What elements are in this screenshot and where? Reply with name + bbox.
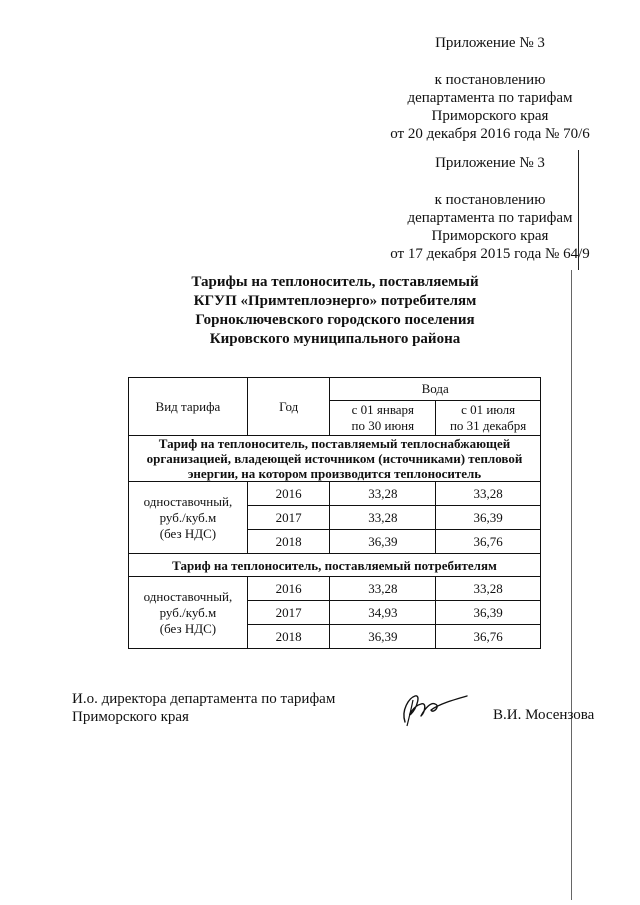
- tariff-type-cell: [129, 482, 248, 554]
- table-row: [129, 482, 541, 506]
- appendix-line: к постановлению: [434, 192, 546, 208]
- title-line: Кировского муниципального района: [209, 331, 461, 347]
- tariff-type-line: одноставочный,: [143, 493, 233, 509]
- value-cell: 36,39: [436, 601, 541, 625]
- appendix-block-2015: [380, 154, 600, 263]
- table-row: [129, 577, 541, 601]
- value-cell: 33,28: [436, 482, 541, 506]
- appendix-line: департамента по тарифам: [407, 210, 573, 226]
- header-period-2: [436, 401, 541, 436]
- tariff-type-line: руб./куб.м: [159, 509, 217, 525]
- appendix-title: Приложение № 3: [435, 35, 545, 51]
- value-cell: 33,28: [330, 482, 436, 506]
- header-water: Вода: [330, 378, 541, 401]
- scan-artifact-line: [571, 270, 572, 900]
- tariff-type-line: (без НДС): [159, 620, 217, 636]
- year-cell: 2017: [247, 601, 330, 625]
- period-1-line-2: по 30 июня: [351, 418, 415, 433]
- value-cell: 33,28: [436, 577, 541, 601]
- header-tariff-type: Вид тарифа: [129, 378, 248, 436]
- title-line: КГУП «Примтеплоэнерго» потребителям: [193, 293, 477, 309]
- table-header-row: [129, 378, 541, 401]
- period-2-line-2: по 31 декабря: [449, 418, 527, 433]
- period-2-line-1: с 01 июля: [461, 402, 516, 417]
- appendix-line: от 17 декабря 2015 года № 64/9: [390, 246, 590, 262]
- section-heading: Тариф на теплоноситель, поставляемый потребителям: [129, 554, 541, 577]
- signer-name: В.И. Мосензова: [493, 707, 595, 723]
- value-cell: 33,28: [330, 506, 436, 530]
- value-cell: 33,28: [330, 577, 436, 601]
- value-cell: 36,39: [436, 506, 541, 530]
- appendix-block-2016: [380, 34, 600, 143]
- tariff-type-cell: [129, 577, 248, 649]
- year-cell: 2018: [247, 625, 330, 649]
- title-line: Горноключевского городского поселения: [195, 312, 475, 328]
- value-cell: 36,76: [436, 530, 541, 554]
- appendix-title: Приложение № 3: [435, 155, 545, 171]
- tariff-table: [128, 377, 541, 649]
- handwritten-signature: [395, 688, 470, 728]
- year-cell: 2016: [247, 577, 330, 601]
- value-cell: 34,93: [330, 601, 436, 625]
- document-title: [150, 273, 520, 349]
- tariff-type-line: (без НДС): [159, 525, 217, 541]
- tariff-type-line: руб./куб.м: [159, 604, 217, 620]
- year-cell: 2016: [247, 482, 330, 506]
- position-line: Приморского края: [72, 709, 189, 725]
- year-cell: 2018: [247, 530, 330, 554]
- value-cell: 36,39: [330, 530, 436, 554]
- header-period-1: [330, 401, 436, 436]
- appendix-line: департамента по тарифам: [407, 90, 573, 106]
- signatory-position: [72, 690, 335, 726]
- appendix-line: Приморского края: [431, 228, 549, 244]
- value-cell: 36,76: [436, 625, 541, 649]
- signature-stroke: [404, 696, 467, 722]
- period-1-line-1: с 01 января: [351, 402, 415, 417]
- title-line: Тарифы на теплоноситель, поставляемый: [191, 274, 479, 290]
- appendix-line: к постановлению: [434, 72, 546, 88]
- position-line: И.о. директора департамента по тарифам: [72, 691, 336, 707]
- value-cell: 36,39: [330, 625, 436, 649]
- section-heading-row: [129, 436, 541, 482]
- appendix-line: от 20 декабря 2016 года № 70/6: [390, 126, 590, 142]
- section-heading-row: [129, 554, 541, 577]
- section-heading: Тариф на теплоноситель, поставляемый теплоснабжающей организацией, владеющей источником (источниками) тепловой энергии, на котором производится теплоноситель: [129, 436, 541, 482]
- tariff-type-line: одноставочный,: [143, 588, 233, 604]
- year-cell: 2017: [247, 506, 330, 530]
- header-year: Год: [247, 378, 330, 436]
- appendix-line: Приморского края: [431, 108, 549, 124]
